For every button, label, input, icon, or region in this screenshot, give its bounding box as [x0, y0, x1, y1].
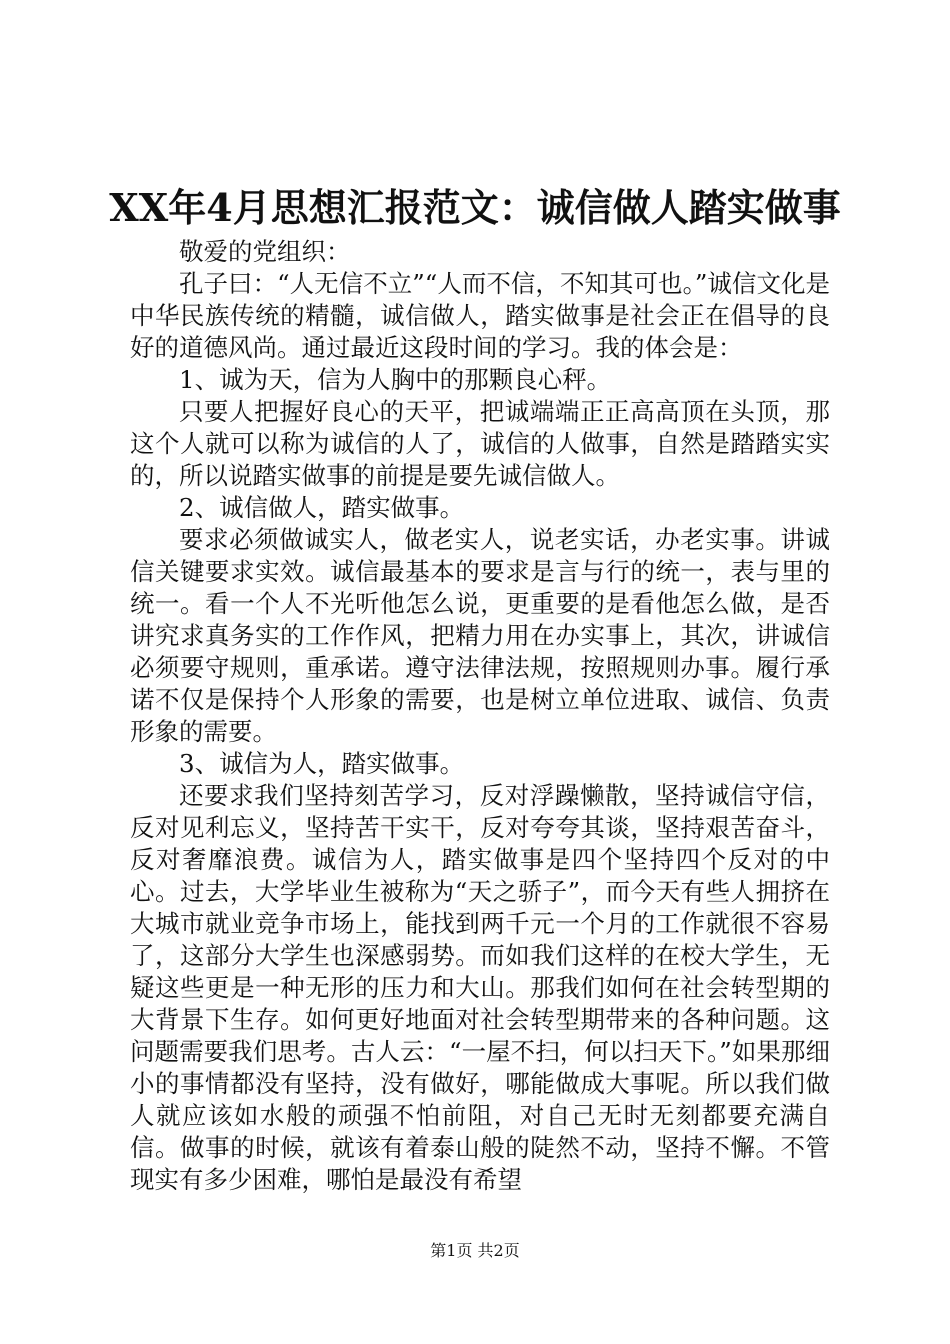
paragraph-point-1: 只要人把握好良心的天平，把诚端端正正高高顶在头顶，那这个人就可以称为诚信的人了，诚信的人做事，自然是踏踏实实的，所以说踏实做事的前提是要先诚信做人。	[130, 397, 830, 490]
point-heading-1: 1、诚为天，信为人胸中的那颗良心秤。	[179, 365, 612, 394]
document-title: XX年4月思想汇报范文：诚信做人踏实做事	[109, 185, 841, 230]
document-body	[130, 236, 830, 1196]
paragraph-point-3: 还要求我们坚持刻苦学习，反对浮躁懒散，坚持诚信守信，反对见利忘义，坚持苦干实干，反对夸夸其谈，坚持艰苦奋斗，反对奢靡浪费。诚信为人，踏实做事是四个坚持四个反对的中心。过去，大学毕业生被称为“天之骄子”，而今天有些人拥挤在大城市就业竞争市场上，能找到两千元一个月的工作就很不容易了，这部分大学生也深感弱势。而如我们这样的在校大学生，无疑这些更是一种无形的压力和大山。那我们如何在社会转型期的大背景下生存。如何更好地面对社会转型期带来的各种问题。这问题需要我们思考。古人云：“一屋不扫，何以扫天下。”如果那细小的事情都没有坚持，没有做好，哪能做成大事呢。所以我们做人就应该如水般的顽强不怕前阻，对自己无时无刻都要充满自信。做事的时候，就该有着泰山般的陡然不动，坚持不懈。不管现实有多少困难，哪怕是最没有希望	[130, 781, 830, 1194]
point-heading-3: 3、诚信为人，踏实做事。	[179, 749, 465, 778]
paragraph-intro: 孔子曰：“人无信不立”“人而不信，不知其可也。”诚信文化是中华民族传统的精髓，诚信做人，踏实做事是社会正在倡导的良好的道德风尚。通过最近这段时间的学习。我的体会是：	[130, 269, 830, 362]
page-footer: 第1页 共2页	[430, 1241, 520, 1260]
salutation: 敬爱的党组织：	[179, 237, 351, 266]
point-heading-2: 2、诚信做人，踏实做事。	[179, 493, 465, 522]
paragraph-point-2: 要求必须做诚实人，做老实人，说老实话，办老实事。讲诚信关键要求实效。诚信最基本的要求是言与行的统一，表与里的统一。看一个人不光听他怎么说，更重要的是看他怎么做，是否讲究求真务实的工作作风，把精力用在办实事上，其次，讲诚信必须要守规则，重承诺。遵守法律法规，按照规则办事。履行承诺不仅是保持个人形象的需要，也是树立单位进取、诚信、负责形象的需要。	[130, 525, 830, 746]
